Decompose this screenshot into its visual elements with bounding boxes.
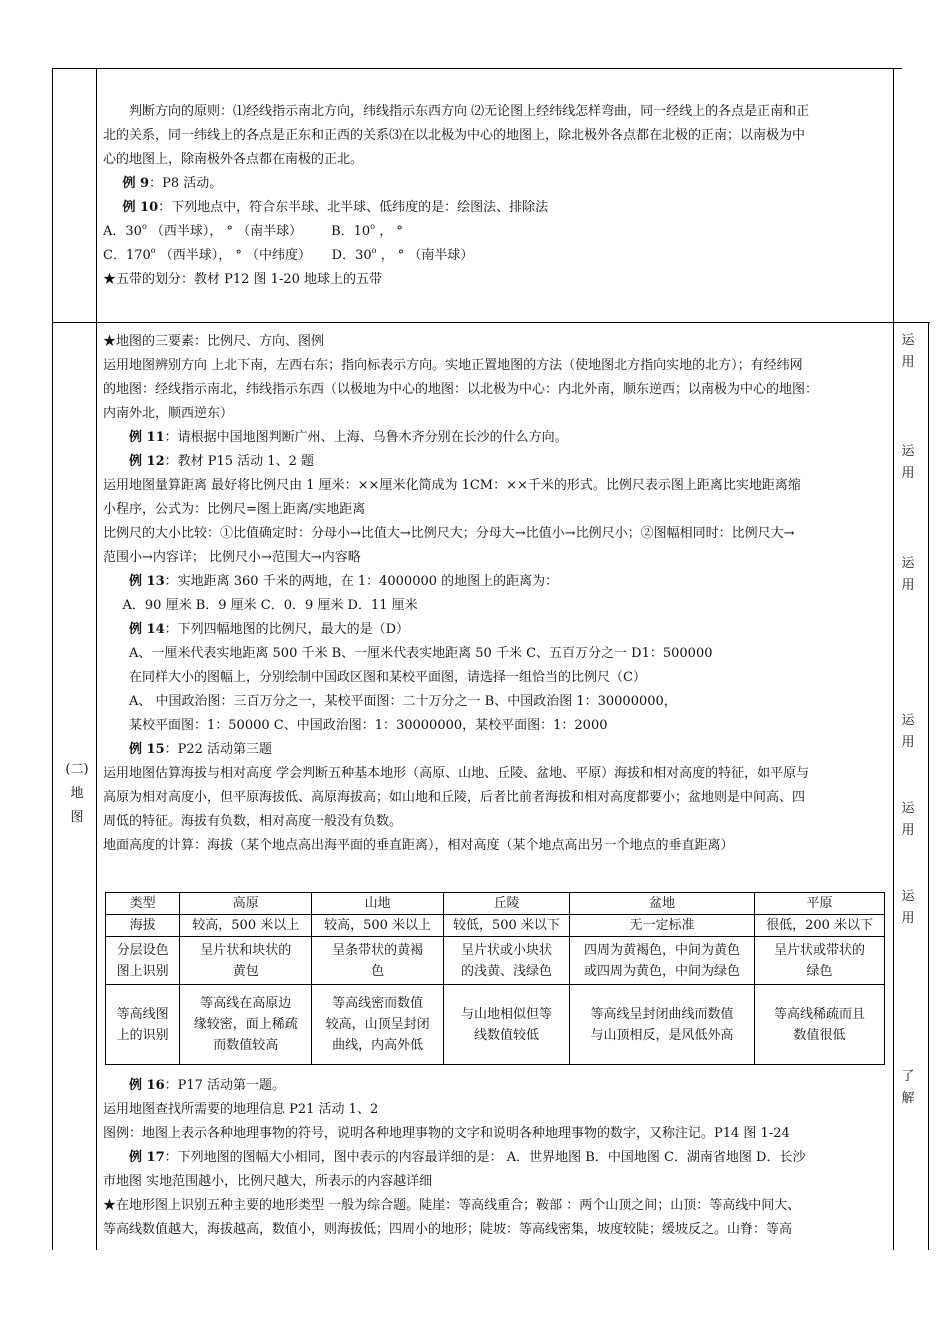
text-line: 判断方向的原则：⑴经线指示南北方向，纬线指示东西方向 ⑵无论图上经纬线怎样弯曲，同一经线上的各点是正南和正 <box>129 104 810 119</box>
table-row <box>106 937 885 985</box>
content-col-divider <box>893 68 894 1250</box>
text-line: 图例：地图上表示各种地理事物的符号，说明各种地理事物的文字和说明各种地理事物的数字，又称注记。P14 图 1-24 <box>103 1126 790 1141</box>
text-line: 运用地图量算距离 最好将比例尺由 1 厘米：××厘米化简成为 1CM：××千米的形式。比例尺表示图上距离比实地距离缩 <box>103 478 801 493</box>
table-cell: 与山地相似但等 线数值较低 <box>444 985 570 1065</box>
table-cell: 等高线密而数值 较高，山顶呈封闭 曲线，内高外低 <box>312 985 444 1065</box>
map-section-part2 <box>103 1074 885 1242</box>
section-title-char: 图 <box>70 810 84 825</box>
text-line: ★在地形图上识别五种主要的地形类型 一般为综合题。陡崖：等高线重合；鞍部 ：两个山顶之间；山顶：等高线中间大、 <box>103 1198 801 1213</box>
example-17: 例 17：下列地图的图幅大小相同，图中表示的内容最详细的是： A．世界地图 B．中国地图 C．湖南省地图 D．长沙 <box>129 1150 806 1165</box>
text-line: 高原为相对高度小，但平原海拔低、高原海拔高；如山地和丘陵，后者比前者海拔和相对高度都要小；盆地则是中间高、四 <box>103 790 806 805</box>
left-border <box>52 68 53 1250</box>
text-line: 运用地图查找所需要的地理信息 P21 活动 1、2 <box>103 1102 379 1117</box>
section-label <box>60 758 94 830</box>
right-border <box>928 322 929 1250</box>
table-cell: 很低，200 米以下 <box>755 915 885 937</box>
table-cell: 较低，500 米以下 <box>444 915 570 937</box>
text-line: 小程序，公式为：比例尺=图上距离/实地距离 <box>103 502 366 517</box>
example-10: 例 10：下列地点中，符合东半球、北半球、低纬度的是：绘图法、排除法 <box>122 200 549 215</box>
text-line: 地面高度的计算：海拔（某个地点高出海平面的垂直距离），相对高度（某个地点高出另一个地点的垂直距离） <box>103 838 734 853</box>
side-note-apply: 运 用 <box>901 556 915 593</box>
example-14-options: A、一厘米代表实地距离 500 千米 B、一厘米代表实地距离 50 千米 C、五百万分之一 D1：500000 <box>129 646 713 661</box>
map-three-elements: ★地图的三要素：比例尺、方向、图例 <box>103 334 325 349</box>
text-line: 某校平面图：1：50000 C、中国政治图：1：30000000，某校平面图：1：2000 <box>129 718 608 733</box>
table-row <box>106 915 885 937</box>
table-header-cell: 盆地 <box>569 893 754 915</box>
example-13-options: A．90 厘米 B．9 厘米 C．0．9 厘米 D．11 厘米 <box>122 598 418 613</box>
example-13: 例 13：实地距离 360 千米的两地，在 1：4000000 的地图上的距离为： <box>129 574 559 589</box>
side-note-apply: 运 用 <box>901 801 915 838</box>
example-9: 例 9：P8 活动。 <box>122 176 223 191</box>
five-zones-note: ★五带的划分：教材 P12 图 1-20 地球上的五带 <box>103 272 383 287</box>
example-12: 例 12：教材 P15 活动 1、2 题 <box>129 454 314 469</box>
example-11: 例 11：请根据中国地图判断广州、上海、乌鲁木齐分别在长沙的什么方向。 <box>129 430 568 445</box>
example-14: 例 14：下列四幅地图的比例尺，最大的是（D） <box>129 622 410 637</box>
map-section-part1 <box>103 330 885 858</box>
table-cell: 海拔 <box>106 915 180 937</box>
table-cell: 分层设色 图上识别 <box>106 937 180 985</box>
table-cell: 四周为黄褐色，中间为黄色 或四周为黄色，中间为绿色 <box>569 937 754 985</box>
table-cell: 呈条带状的黄褐 色 <box>312 937 444 985</box>
text-line: 运用地图辨别方向 上北下南，左西右东；指向标表示方向。实地正置地图的方法（使地图北方指向实地的北方）；有经纬网 <box>103 358 803 373</box>
example-15: 例 15：P22 活动第三题 <box>129 742 273 757</box>
text-line: 内南外北，顺西逆东） <box>103 406 234 421</box>
text-line: 周低的特征。海拔有负数，相对高度一般没有负数。 <box>103 814 403 829</box>
table-cell: 等高线在高原边 缘较密，面上稀疏 而数值较高 <box>180 985 312 1065</box>
text-line: A、 中国政治图：三百万分之一，某校平面图：二十万分之一 B、中国政治图 1：30000000， <box>129 694 677 709</box>
table-cell: 较高，500 米以上 <box>312 915 444 937</box>
table-header-row <box>106 893 885 915</box>
table-cell: 呈片状或小块状 的浅黄、浅绿色 <box>444 937 570 985</box>
top-border <box>52 68 902 69</box>
text-line: 心的地图上，除南极外各点都在南极的正北。 <box>103 152 364 167</box>
side-note-apply: 运 用 <box>901 889 915 926</box>
side-note-apply: 运 用 <box>901 444 915 481</box>
text-line: 在同样大小的图幅上，分别绘制中国政区图和某校平面图，请选择一组恰当的比例尺（C） <box>129 670 646 685</box>
side-note-understand: 了 解 <box>901 1069 915 1106</box>
section-title-char: 地 <box>70 786 84 801</box>
text-line: 运用地图估算海拔与相对高度 学会判断五种基本地形（高原、山地、丘陵、盆地、平原）海拔和相对高度的特征，如平原与 <box>103 766 810 781</box>
table-cell: 等高线图 上的识别 <box>106 985 180 1065</box>
row-divider <box>52 322 930 323</box>
table-cell: 等高线稀疏而且 数值很低 <box>755 985 885 1065</box>
text-line: 等高线数值越大，海拔越高，数值小，则海拔低；四周小的地形；陡坡：等高线密集，坡度较陡；缓坡反之。山脊：等高 <box>103 1222 793 1237</box>
text-line: 范围小→内容详； 比例尺小→范围大→内容略 <box>103 550 361 565</box>
table-header-cell: 丘陵 <box>444 893 570 915</box>
example-16: 例 16：P17 活动第一题。 <box>129 1078 286 1093</box>
example-10-options-cd: C．170$^o$ （西半球）， ° （中纬度） D．30$^o$ ， ° （南半球） <box>103 246 474 263</box>
side-note-apply: 运 用 <box>901 333 915 370</box>
table-cell: 较高，500 米以上 <box>180 915 312 937</box>
terrain-table <box>105 892 885 1065</box>
table-cell: 无一定标准 <box>569 915 754 937</box>
direction-principles <box>103 100 885 292</box>
text-line: 比例尺的大小比较：①比值确定时：分母小→比值大→比例尺大；分母大→比值小→比例尺小；②图幅相同时：比例尺大→ <box>103 526 795 541</box>
text-line: 市地图 实地范围越小，比例尺越大，所表示的内容越详细 <box>103 1174 433 1189</box>
section-number: (二) <box>65 762 89 777</box>
table-row <box>106 985 885 1065</box>
text-line: 的地图：经线指示南北，纬线指示东西（以极地为中心的地图：以北极为中心：内北外南，顺东逆西；以南极为中心的地图： <box>103 382 819 397</box>
label-col-divider <box>96 68 97 1250</box>
example-10-options-ab: A．30$^o$ （西半球）， ° （南半球） B．10$^o$ ， ° <box>103 222 403 239</box>
text-line: 北的关系，同一纬线上的各点是正东和正西的关系⑶在以北极为中心的地图上，除北极外各点都在北极的正南；以南极为中 <box>103 128 806 143</box>
table-cell: 呈片状和块状的 黄包 <box>180 937 312 985</box>
table-cell: 等高线呈封闭曲线而数值 与山顶相反，是风低外高 <box>569 985 754 1065</box>
table-header-cell: 高原 <box>180 893 312 915</box>
table-header-cell: 平原 <box>755 893 885 915</box>
table-cell: 呈片状或带状的 绿色 <box>755 937 885 985</box>
side-note-apply: 运 用 <box>901 713 915 750</box>
table-header-cell: 类型 <box>106 893 180 915</box>
table-header-cell: 山地 <box>312 893 444 915</box>
